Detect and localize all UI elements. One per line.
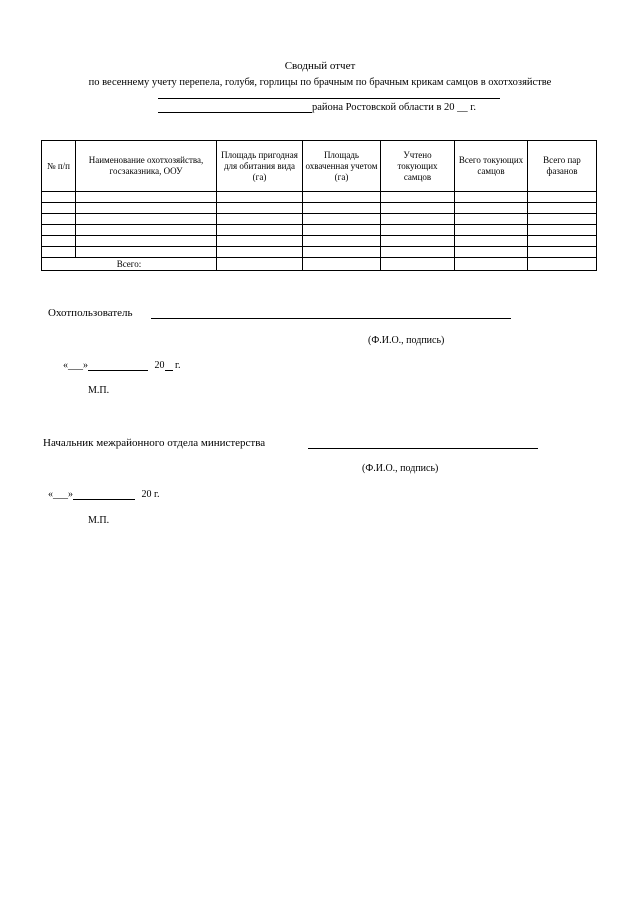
column-header-suitable-area: Площадь пригодная для обитания вида (га) [217, 141, 303, 192]
hunting-farm-name-line [158, 89, 500, 99]
table-cell[interactable] [303, 236, 381, 247]
region-year-text: района Ростовской области в 20 __ г. [312, 102, 477, 113]
table-cell[interactable] [76, 214, 217, 225]
chief-seal: М.П. [88, 515, 110, 526]
table-cell[interactable] [528, 247, 597, 258]
table-cell[interactable] [217, 203, 303, 214]
date-year-field[interactable] [165, 360, 173, 371]
table-row [42, 236, 597, 247]
table-total-row [42, 258, 597, 271]
report-title: Сводный отчет [284, 60, 356, 72]
table-row [42, 225, 597, 236]
table-cell[interactable] [42, 225, 76, 236]
table-cell[interactable] [76, 236, 217, 247]
date-day-field[interactable]: «___» [63, 360, 88, 371]
table-cell[interactable] [381, 192, 455, 203]
column-header-number: № п/п [42, 141, 76, 192]
chief-sign-caption: (Ф.И.О., подпись) [362, 463, 439, 474]
column-header-total-males: Всего токующих самцов [455, 141, 528, 192]
hunting-user-signature-line[interactable] [151, 306, 511, 319]
table-cell[interactable] [528, 203, 597, 214]
table-cell[interactable] [42, 203, 76, 214]
date-year-suffix: г. [175, 360, 181, 371]
column-header-counted-males: Учтено токующих самцов [381, 141, 455, 192]
district-name-line [158, 103, 312, 113]
table-row [42, 192, 597, 203]
hunting-user-sign-caption: (Ф.И.О., подпись) [368, 335, 445, 346]
table-cell[interactable] [455, 247, 528, 258]
report-table [41, 140, 597, 271]
table-cell[interactable] [217, 192, 303, 203]
table-cell[interactable] [455, 203, 528, 214]
column-header-surveyed-area: Площадь охваченная учетом (га) [303, 141, 381, 192]
table-cell[interactable] [303, 214, 381, 225]
table-cell[interactable] [76, 225, 217, 236]
table-header-row [42, 141, 597, 192]
table-cell[interactable] [42, 236, 76, 247]
table-cell[interactable] [381, 214, 455, 225]
chief-label: Начальник межрайонного отдела министерства [43, 437, 266, 449]
table-cell[interactable] [42, 247, 76, 258]
chief-date [48, 489, 159, 500]
hunting-user-seal: М.П. [88, 385, 110, 396]
total-label: Всего: [42, 258, 217, 271]
table-cell[interactable] [303, 192, 381, 203]
table-cell[interactable] [76, 247, 217, 258]
table-cell[interactable] [528, 236, 597, 247]
table-cell[interactable] [381, 247, 455, 258]
table-cell[interactable] [217, 214, 303, 225]
date-year-prefix: 20 [154, 360, 165, 371]
date-day-field[interactable]: «___» [48, 489, 73, 500]
table-cell[interactable] [217, 225, 303, 236]
date-year-suffix: г. [154, 489, 160, 500]
table-cell[interactable] [381, 225, 455, 236]
table-cell[interactable] [455, 192, 528, 203]
table-row [42, 203, 597, 214]
table-cell[interactable] [76, 192, 217, 203]
date-month-field[interactable] [88, 360, 148, 371]
table-cell[interactable] [381, 236, 455, 247]
table-cell[interactable] [528, 192, 597, 203]
table-cell[interactable] [217, 258, 303, 271]
column-header-farm-name: Наименование охотхозяйства, госзаказника, ООУ [76, 141, 217, 192]
table-cell[interactable] [455, 225, 528, 236]
table-cell[interactable] [528, 214, 597, 225]
date-year-prefix: 20 [141, 489, 152, 500]
table-cell[interactable] [303, 258, 381, 271]
table-cell[interactable] [76, 203, 217, 214]
table-cell[interactable] [381, 258, 455, 271]
table-cell[interactable] [217, 236, 303, 247]
table-row [42, 214, 597, 225]
table-cell[interactable] [528, 225, 597, 236]
table-cell[interactable] [303, 203, 381, 214]
table-cell[interactable] [381, 203, 455, 214]
table-cell[interactable] [42, 214, 76, 225]
table-cell[interactable] [455, 258, 528, 271]
table-cell[interactable] [455, 214, 528, 225]
chief-signature-line[interactable] [308, 436, 538, 449]
table-cell[interactable] [528, 258, 597, 271]
hunting-user-label: Охотпользователь [48, 307, 133, 319]
column-header-pheasant-pairs: Всего пар фазанов [528, 141, 597, 192]
table-cell[interactable] [455, 236, 528, 247]
table-cell[interactable] [217, 247, 303, 258]
table-cell[interactable] [303, 225, 381, 236]
table-cell[interactable] [303, 247, 381, 258]
report-subtitle: по весеннему учету перепела, голубя, горлицы по брачным по брачным крикам самцов в охотхозяйстве [88, 77, 552, 88]
table-cell[interactable] [42, 192, 76, 203]
date-month-field[interactable] [73, 489, 135, 500]
table-row [42, 247, 597, 258]
hunting-user-date [63, 360, 180, 371]
